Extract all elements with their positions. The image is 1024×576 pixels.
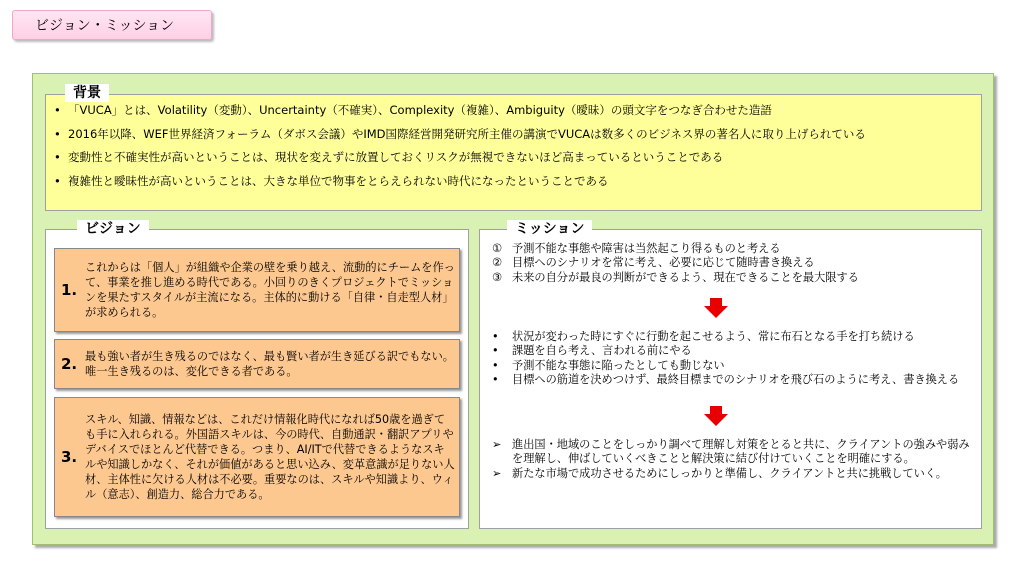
vision-box — [45, 229, 469, 529]
background-item: • 変動性と不確実性が高いということは、現状を変えずに放置しておくリスクが無視できないほど高まっているということである — [68, 150, 981, 165]
list-marker: ② — [492, 256, 503, 270]
list-item-text: 状況が変わった時にすぐに行動を起こせるよう、常に布石となる手を打ち続ける — [512, 330, 915, 343]
list-marker: ① — [492, 242, 503, 255]
background-item: • 複雑性と曖昧性が高いということは、大きな単位で物事をとらえられない時代になったということである — [68, 174, 981, 189]
list-marker: ③ — [492, 270, 503, 284]
background-item: • 「VUCA」とは、Volatility（変動）、Uncertainty（不確実）、Complexity（複雑）、Ambiguity（曖昧）の頭文字をつなぎ合わせた造語 — [68, 103, 981, 118]
list-item-text: 目標への筋道を決めつけず、最終目標までのシナリオを飛び石のように考え、書き換える — [512, 372, 960, 386]
list-item — [492, 467, 974, 481]
vision-label: ビジョン — [77, 220, 149, 238]
list-item — [492, 373, 974, 387]
vision-item-3 — [54, 397, 460, 517]
list-item-text: 進出国・地域のことをしっかり調べて理解し対策をとると共に、クライアントの強みや弱みを理解し、伸ばしていくべきことと解決策に結び付けていくことを明確にする。 — [512, 438, 970, 466]
list-item — [492, 271, 974, 285]
list-marker: • — [492, 372, 499, 386]
vision-item-2 — [54, 339, 460, 389]
list-item-text: 目標へのシナリオを常に考え、必要に応じて随時書き換える — [512, 256, 815, 270]
mission-label: ミッション — [507, 220, 592, 238]
background-item: • 2016年以降、WEF世界経済フォーラム（ダボス会議）やIMD国際経営開発研究所主催の講演でVUCAは数多くのビジネス界の著名人に取り上げられている — [68, 127, 981, 142]
vision-item-text: スキル、知識、情報などは、これだけ情報化時代になれば50歳を過ぎても手に入れられる。外国語スキルは、今の時代、自動通訳・翻訳アプリやデバイスでほとんど代替できる。つまり、AI/ITで代替できるようなスキルや知識しかなく、それが価値があると思い込み、変革意識が足りない人材、主体性に欠ける人材は不必要。重要なのは、スキルや知識より、ウィル（意志）、創造力、総合力である。 — [85, 413, 455, 501]
mission-box — [479, 229, 982, 529]
mission-principles — [492, 242, 974, 285]
list-marker: • — [492, 358, 499, 372]
vision-item-number: 3. — [61, 448, 78, 466]
content-panel — [32, 73, 994, 545]
background-list — [46, 95, 981, 189]
list-marker: • — [492, 330, 499, 343]
vision-item-number: 1. — [61, 281, 78, 299]
list-marker: ➢ — [492, 466, 502, 480]
mission-actions — [492, 330, 974, 387]
background-label: 背景 — [65, 84, 109, 102]
vision-item-text: 最も強い者が生き残るのではなく、最も賢い者が生き延びる訳でもない。唯一生き残るのは、変化できる者である。 — [85, 350, 454, 378]
page-title: ビジョン・ミッション — [12, 10, 212, 40]
mission-strategies — [492, 438, 974, 481]
list-item-text: 課題を自ら考え、言われる前にやる — [512, 344, 692, 358]
list-item-text: 未来の自分が最良の判断ができるよう、現在できることを最大限する — [512, 270, 859, 284]
list-marker: ➢ — [492, 438, 502, 451]
list-item-text: 予測不能な事態や障害は当然起こり得るものと考える — [512, 242, 781, 255]
list-item — [492, 330, 974, 344]
background-box — [45, 94, 982, 211]
vision-item-1 — [54, 248, 460, 332]
list-item — [492, 344, 974, 358]
list-marker: • — [492, 344, 499, 358]
list-item — [492, 359, 974, 373]
list-item-text: 新たな市場で成功させるためにしっかりと準備し、クライアントと共に挑戦していく。 — [512, 466, 947, 480]
vision-item-number: 2. — [61, 355, 78, 373]
list-item-text: 予測不能な事態に陥ったとしても動じない — [512, 358, 725, 372]
list-item — [492, 256, 974, 270]
list-item — [492, 438, 974, 467]
vision-item-text: これからは「個人」が組織や企業の壁を乗り越え、流動的にチームを作って、事業を推し進める時代である。小回りのきくプロジェクトでミッションを果たすスタイルが主流になる。主体的に動ける「自律・自走型人材」が求められる。 — [85, 261, 455, 319]
list-item — [492, 242, 974, 256]
